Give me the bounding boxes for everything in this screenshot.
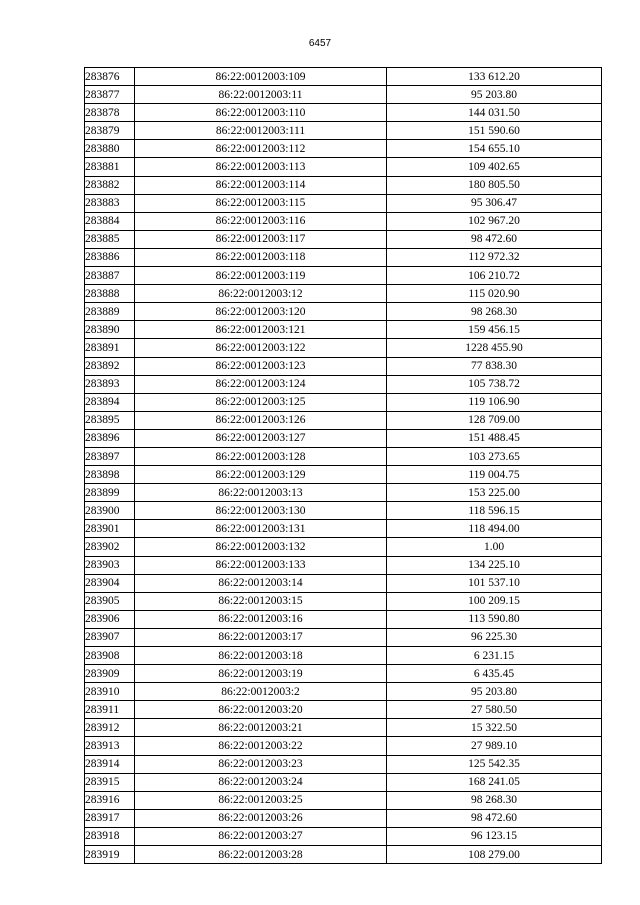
cadastral-number-cell: 86:22:0012003:118 bbox=[135, 248, 387, 266]
cadastral-number-cell: 86:22:0012003:132 bbox=[135, 538, 387, 556]
table-row bbox=[85, 755, 602, 773]
row-id-cell: 283880 bbox=[85, 140, 135, 158]
row-id-cell: 283890 bbox=[85, 321, 135, 339]
table-row bbox=[85, 447, 602, 465]
value-cell: 1.00 bbox=[387, 538, 602, 556]
value-cell: 95 203.80 bbox=[387, 683, 602, 701]
cadastral-number-cell: 86:22:0012003:121 bbox=[135, 321, 387, 339]
cadastral-number-cell: 86:22:0012003:115 bbox=[135, 194, 387, 212]
cadastral-number-cell: 86:22:0012003:17 bbox=[135, 628, 387, 646]
value-cell: 115 020.90 bbox=[387, 285, 602, 303]
row-id-cell: 283882 bbox=[85, 176, 135, 194]
row-id-cell: 283902 bbox=[85, 538, 135, 556]
cadastral-number-cell: 86:22:0012003:19 bbox=[135, 665, 387, 683]
value-cell: 128 709.00 bbox=[387, 411, 602, 429]
value-cell: 98 472.60 bbox=[387, 230, 602, 248]
table-row bbox=[85, 122, 602, 140]
cadastral-number-cell: 86:22:0012003:110 bbox=[135, 104, 387, 122]
row-id-cell: 283918 bbox=[85, 827, 135, 845]
cadastral-number-cell: 86:22:0012003:15 bbox=[135, 592, 387, 610]
cadastral-number-cell: 86:22:0012003:23 bbox=[135, 755, 387, 773]
cadastral-number-cell: 86:22:0012003:131 bbox=[135, 520, 387, 538]
table-row bbox=[85, 267, 602, 285]
row-id-cell: 283898 bbox=[85, 466, 135, 484]
table-row bbox=[85, 683, 602, 701]
cadastral-number-cell: 86:22:0012003:116 bbox=[135, 212, 387, 230]
row-id-cell: 283916 bbox=[85, 791, 135, 809]
row-id-cell: 283897 bbox=[85, 447, 135, 465]
value-cell: 144 031.50 bbox=[387, 104, 602, 122]
table-row bbox=[85, 665, 602, 683]
table-row bbox=[85, 574, 602, 592]
row-id-cell: 283884 bbox=[85, 212, 135, 230]
cadastral-number-cell: 86:22:0012003:22 bbox=[135, 737, 387, 755]
row-id-cell: 283892 bbox=[85, 357, 135, 375]
row-id-cell: 283887 bbox=[85, 267, 135, 285]
cadastral-number-cell: 86:22:0012003:113 bbox=[135, 158, 387, 176]
table-row bbox=[85, 230, 602, 248]
table-row bbox=[85, 737, 602, 755]
value-cell: 118 596.15 bbox=[387, 502, 602, 520]
table-row bbox=[85, 791, 602, 809]
value-cell: 102 967.20 bbox=[387, 212, 602, 230]
value-cell: 96 225.30 bbox=[387, 628, 602, 646]
table-row bbox=[85, 176, 602, 194]
cadastral-number-cell: 86:22:0012003:28 bbox=[135, 846, 387, 864]
cadastral-number-cell: 86:22:0012003:109 bbox=[135, 68, 387, 86]
row-id-cell: 283889 bbox=[85, 303, 135, 321]
value-cell: 27 580.50 bbox=[387, 701, 602, 719]
row-id-cell: 283896 bbox=[85, 429, 135, 447]
cadastral-number-cell: 86:22:0012003:122 bbox=[135, 339, 387, 357]
value-cell: 133 612.20 bbox=[387, 68, 602, 86]
table-row bbox=[85, 809, 602, 827]
value-cell: 159 456.15 bbox=[387, 321, 602, 339]
cadastral-number-cell: 86:22:0012003:128 bbox=[135, 447, 387, 465]
row-id-cell: 283909 bbox=[85, 665, 135, 683]
table-row bbox=[85, 610, 602, 628]
table-row bbox=[85, 104, 602, 122]
row-id-cell: 283878 bbox=[85, 104, 135, 122]
value-cell: 27 989.10 bbox=[387, 737, 602, 755]
table-row bbox=[85, 520, 602, 538]
row-id-cell: 283891 bbox=[85, 339, 135, 357]
row-id-cell: 283905 bbox=[85, 592, 135, 610]
cadastral-number-cell: 86:22:0012003:16 bbox=[135, 610, 387, 628]
row-id-cell: 283912 bbox=[85, 719, 135, 737]
table-row bbox=[85, 502, 602, 520]
row-id-cell: 283906 bbox=[85, 610, 135, 628]
table-row bbox=[85, 339, 602, 357]
row-id-cell: 283885 bbox=[85, 230, 135, 248]
row-id-cell: 283899 bbox=[85, 484, 135, 502]
cadastral-number-cell: 86:22:0012003:20 bbox=[135, 701, 387, 719]
row-id-cell: 283881 bbox=[85, 158, 135, 176]
cadastral-number-cell: 86:22:0012003:119 bbox=[135, 267, 387, 285]
value-cell: 180 805.50 bbox=[387, 176, 602, 194]
value-cell: 168 241.05 bbox=[387, 773, 602, 791]
records-table-body bbox=[85, 68, 602, 864]
table-row bbox=[85, 158, 602, 176]
cadastral-number-cell: 86:22:0012003:112 bbox=[135, 140, 387, 158]
value-cell: 103 273.65 bbox=[387, 447, 602, 465]
cadastral-number-cell: 86:22:0012003:114 bbox=[135, 176, 387, 194]
table-row bbox=[85, 194, 602, 212]
cadastral-number-cell: 86:22:0012003:133 bbox=[135, 556, 387, 574]
table-row bbox=[85, 827, 602, 845]
row-id-cell: 283917 bbox=[85, 809, 135, 827]
table-row bbox=[85, 375, 602, 393]
row-id-cell: 283919 bbox=[85, 846, 135, 864]
table-row bbox=[85, 393, 602, 411]
row-id-cell: 283910 bbox=[85, 683, 135, 701]
cadastral-number-cell: 86:22:0012003:11 bbox=[135, 86, 387, 104]
table-row bbox=[85, 68, 602, 86]
row-id-cell: 283900 bbox=[85, 502, 135, 520]
value-cell: 112 972.32 bbox=[387, 248, 602, 266]
value-cell: 105 738.72 bbox=[387, 375, 602, 393]
table-row bbox=[85, 86, 602, 104]
cadastral-number-cell: 86:22:0012003:13 bbox=[135, 484, 387, 502]
value-cell: 151 488.45 bbox=[387, 429, 602, 447]
value-cell: 153 225.00 bbox=[387, 484, 602, 502]
row-id-cell: 283886 bbox=[85, 248, 135, 266]
value-cell: 95 203.80 bbox=[387, 86, 602, 104]
row-id-cell: 283876 bbox=[85, 68, 135, 86]
row-id-cell: 283904 bbox=[85, 574, 135, 592]
cadastral-number-cell: 86:22:0012003:25 bbox=[135, 791, 387, 809]
cadastral-number-cell: 86:22:0012003:127 bbox=[135, 429, 387, 447]
row-id-cell: 283907 bbox=[85, 628, 135, 646]
value-cell: 119 004.75 bbox=[387, 466, 602, 484]
row-id-cell: 283879 bbox=[85, 122, 135, 140]
row-id-cell: 283877 bbox=[85, 86, 135, 104]
value-cell: 100 209.15 bbox=[387, 592, 602, 610]
cadastral-number-cell: 86:22:0012003:2 bbox=[135, 683, 387, 701]
row-id-cell: 283888 bbox=[85, 285, 135, 303]
row-id-cell: 283903 bbox=[85, 556, 135, 574]
table-row bbox=[85, 212, 602, 230]
table-row bbox=[85, 538, 602, 556]
cadastral-number-cell: 86:22:0012003:27 bbox=[135, 827, 387, 845]
row-id-cell: 283915 bbox=[85, 773, 135, 791]
value-cell: 109 402.65 bbox=[387, 158, 602, 176]
value-cell: 98 472.60 bbox=[387, 809, 602, 827]
table-row bbox=[85, 357, 602, 375]
table-row bbox=[85, 248, 602, 266]
cadastral-number-cell: 86:22:0012003:111 bbox=[135, 122, 387, 140]
table-row bbox=[85, 285, 602, 303]
cadastral-number-cell: 86:22:0012003:24 bbox=[135, 773, 387, 791]
cadastral-number-cell: 86:22:0012003:123 bbox=[135, 357, 387, 375]
table-row bbox=[85, 647, 602, 665]
value-cell: 154 655.10 bbox=[387, 140, 602, 158]
value-cell: 134 225.10 bbox=[387, 556, 602, 574]
table-row bbox=[85, 466, 602, 484]
value-cell: 98 268.30 bbox=[387, 303, 602, 321]
value-cell: 101 537.10 bbox=[387, 574, 602, 592]
value-cell: 119 106.90 bbox=[387, 393, 602, 411]
row-id-cell: 283894 bbox=[85, 393, 135, 411]
cadastral-number-cell: 86:22:0012003:14 bbox=[135, 574, 387, 592]
cadastral-number-cell: 86:22:0012003:129 bbox=[135, 466, 387, 484]
table-row bbox=[85, 429, 602, 447]
page-number: 6457 bbox=[308, 38, 332, 49]
table-row bbox=[85, 846, 602, 864]
row-id-cell: 283911 bbox=[85, 701, 135, 719]
table-row bbox=[85, 411, 602, 429]
cadastral-number-cell: 86:22:0012003:124 bbox=[135, 375, 387, 393]
value-cell: 98 268.30 bbox=[387, 791, 602, 809]
value-cell: 95 306.47 bbox=[387, 194, 602, 212]
row-id-cell: 283901 bbox=[85, 520, 135, 538]
cadastral-number-cell: 86:22:0012003:126 bbox=[135, 411, 387, 429]
value-cell: 108 279.00 bbox=[387, 846, 602, 864]
table-row bbox=[85, 628, 602, 646]
row-id-cell: 283913 bbox=[85, 737, 135, 755]
table-row bbox=[85, 592, 602, 610]
value-cell: 151 590.60 bbox=[387, 122, 602, 140]
table-row bbox=[85, 719, 602, 737]
value-cell: 96 123.15 bbox=[387, 827, 602, 845]
cadastral-number-cell: 86:22:0012003:120 bbox=[135, 303, 387, 321]
row-id-cell: 283893 bbox=[85, 375, 135, 393]
value-cell: 113 590.80 bbox=[387, 610, 602, 628]
cadastral-number-cell: 86:22:0012003:21 bbox=[135, 719, 387, 737]
value-cell: 6 231.15 bbox=[387, 647, 602, 665]
records-table bbox=[84, 67, 602, 864]
value-cell: 125 542.35 bbox=[387, 755, 602, 773]
cadastral-number-cell: 86:22:0012003:125 bbox=[135, 393, 387, 411]
cadastral-number-cell: 86:22:0012003:26 bbox=[135, 809, 387, 827]
value-cell: 1228 455.90 bbox=[387, 339, 602, 357]
value-cell: 106 210.72 bbox=[387, 267, 602, 285]
cadastral-number-cell: 86:22:0012003:130 bbox=[135, 502, 387, 520]
table-row bbox=[85, 701, 602, 719]
table-row bbox=[85, 140, 602, 158]
row-id-cell: 283908 bbox=[85, 647, 135, 665]
cadastral-number-cell: 86:22:0012003:117 bbox=[135, 230, 387, 248]
value-cell: 77 838.30 bbox=[387, 357, 602, 375]
row-id-cell: 283914 bbox=[85, 755, 135, 773]
value-cell: 15 322.50 bbox=[387, 719, 602, 737]
table-row bbox=[85, 321, 602, 339]
cadastral-number-cell: 86:22:0012003:18 bbox=[135, 647, 387, 665]
table-row bbox=[85, 556, 602, 574]
row-id-cell: 283895 bbox=[85, 411, 135, 429]
value-cell: 118 494.00 bbox=[387, 520, 602, 538]
value-cell: 6 435.45 bbox=[387, 665, 602, 683]
table-row bbox=[85, 303, 602, 321]
table-row bbox=[85, 484, 602, 502]
cadastral-number-cell: 86:22:0012003:12 bbox=[135, 285, 387, 303]
row-id-cell: 283883 bbox=[85, 194, 135, 212]
table-row bbox=[85, 773, 602, 791]
